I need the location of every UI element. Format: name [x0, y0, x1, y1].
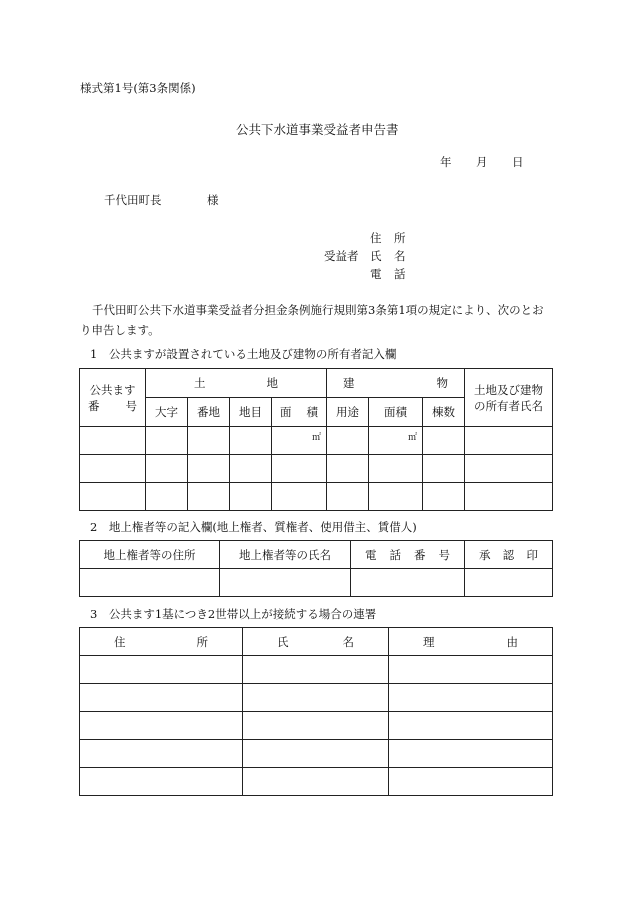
cell-joint-name[interactable] — [243, 768, 389, 796]
header-superficiary-name: 地上権者等の氏名 — [220, 541, 351, 569]
cell-joint-reason[interactable] — [389, 656, 553, 684]
superficiary-table — [79, 540, 553, 597]
header-building-area: 面積 — [369, 398, 423, 427]
header-joint-reason: 理 由 — [389, 628, 553, 656]
table-row — [80, 483, 553, 511]
cell-oaza[interactable] — [146, 455, 188, 483]
cell-joint-address[interactable] — [80, 684, 243, 712]
table-row — [80, 712, 553, 740]
cell-superficiary-address[interactable] — [80, 569, 220, 597]
cell-banchi[interactable] — [188, 455, 230, 483]
body-paragraph: 千代田町公共下水道事業受益者分担金条例施行規則第3条第1項の規定により、次のとおり申告します。 — [80, 303, 544, 337]
cell-land-area[interactable] — [272, 455, 327, 483]
header-joint-address: 住 所 — [80, 628, 243, 656]
applicant-name-c2: 名 — [394, 249, 406, 263]
header-approval-seal: 承 認 印 — [465, 541, 553, 569]
cell-owner-name[interactable] — [465, 455, 553, 483]
table-row — [80, 427, 553, 455]
cell-building-area[interactable] — [369, 483, 423, 511]
date-day: 日 — [512, 155, 524, 169]
applicant-address-c1: 住 — [370, 231, 382, 245]
cell-joint-name[interactable] — [243, 712, 389, 740]
table-row — [80, 740, 553, 768]
cell-chimoku[interactable] — [230, 483, 272, 511]
cell-joint-reason[interactable] — [389, 768, 553, 796]
section1-heading: 1 公共ますが設置されている土地及び建物の所有者記入欄 — [90, 347, 397, 361]
cell-youto[interactable] — [327, 483, 369, 511]
cell-joint-address[interactable] — [80, 768, 243, 796]
cell-joint-name[interactable] — [243, 684, 389, 712]
cell-joint-reason[interactable] — [389, 712, 553, 740]
header-chimoku: 地目 — [230, 398, 272, 427]
cell-banchi[interactable] — [188, 483, 230, 511]
cell-joint-address[interactable] — [80, 740, 243, 768]
joint-signature-table — [79, 627, 553, 796]
header-oaza: 大字 — [146, 398, 188, 427]
applicant-address-c2: 所 — [394, 231, 406, 245]
addressee-name: 千代田町長 — [104, 193, 162, 207]
cell-joint-address[interactable] — [80, 712, 243, 740]
cell-approval-seal[interactable] — [465, 569, 553, 597]
table-row — [80, 656, 553, 684]
table-row — [80, 768, 553, 796]
header-public-masu-number: 公共ます 番 号 — [80, 369, 146, 427]
date-year: 年 — [440, 155, 452, 169]
cell-building-count[interactable] — [423, 427, 465, 455]
table-row — [80, 684, 553, 712]
cell-superficiary-name[interactable] — [220, 569, 351, 597]
applicant-name-c1: 氏 — [370, 249, 382, 263]
cell-joint-name[interactable] — [243, 656, 389, 684]
cell-building-count[interactable] — [423, 483, 465, 511]
header-youto: 用途 — [327, 398, 369, 427]
owner-table — [79, 368, 553, 511]
header-phone-number: 電 話 番 号 — [351, 541, 465, 569]
cell-youto[interactable] — [327, 455, 369, 483]
form-number: 様式第1号(第3条関係) — [80, 81, 196, 95]
cell-owner-name[interactable] — [465, 427, 553, 455]
cell-masu[interactable] — [80, 483, 146, 511]
header-owner-name: 土地及び建物 の所有者氏名 — [465, 369, 553, 427]
date-month: 月 — [476, 155, 488, 169]
cell-land-area[interactable] — [272, 483, 327, 511]
section2-heading: 2 地上権者等の記入欄(地上権者、質権者、使用借主、賃借人) — [90, 520, 417, 534]
cell-joint-name[interactable] — [243, 740, 389, 768]
cell-oaza[interactable] — [146, 483, 188, 511]
addressee-honorific: 様 — [207, 193, 219, 207]
unit-sqm: ㎡ — [407, 433, 417, 443]
applicant-phone-c2: 話 — [394, 267, 406, 281]
cell-building-area[interactable] — [369, 427, 423, 455]
cell-chimoku[interactable] — [230, 427, 272, 455]
cell-phone-number[interactable] — [351, 569, 465, 597]
table-row — [80, 455, 553, 483]
cell-masu[interactable] — [80, 427, 146, 455]
cell-building-area[interactable] — [369, 455, 423, 483]
cell-joint-reason[interactable] — [389, 684, 553, 712]
header-joint-name: 氏 名 — [243, 628, 389, 656]
header-banchi: 番地 — [188, 398, 230, 427]
cell-masu[interactable] — [80, 455, 146, 483]
document-title: 公共下水道事業受益者申告書 — [236, 122, 399, 137]
cell-land-area[interactable] — [272, 427, 327, 455]
header-superficiary-address: 地上権者等の住所 — [80, 541, 220, 569]
header-building-count: 棟数 — [423, 398, 465, 427]
header-land-area: 面 積 — [272, 398, 327, 427]
cell-owner-name[interactable] — [465, 483, 553, 511]
cell-building-count[interactable] — [423, 455, 465, 483]
applicant-phone-c1: 電 — [370, 267, 382, 281]
cell-oaza[interactable] — [146, 427, 188, 455]
cell-joint-reason[interactable] — [389, 740, 553, 768]
header-land-group: 土 地 — [146, 369, 327, 398]
cell-banchi[interactable] — [188, 427, 230, 455]
cell-chimoku[interactable] — [230, 455, 272, 483]
cell-joint-address[interactable] — [80, 656, 243, 684]
unit-sqm: ㎡ — [311, 433, 321, 443]
table-row — [80, 569, 553, 597]
section3-heading: 3 公共ます1基につき2世帯以上が接続する場合の連署 — [90, 607, 377, 621]
cell-youto[interactable] — [327, 427, 369, 455]
header-building-group: 建 物 — [327, 369, 465, 398]
applicant-role: 受益者 — [324, 249, 359, 263]
